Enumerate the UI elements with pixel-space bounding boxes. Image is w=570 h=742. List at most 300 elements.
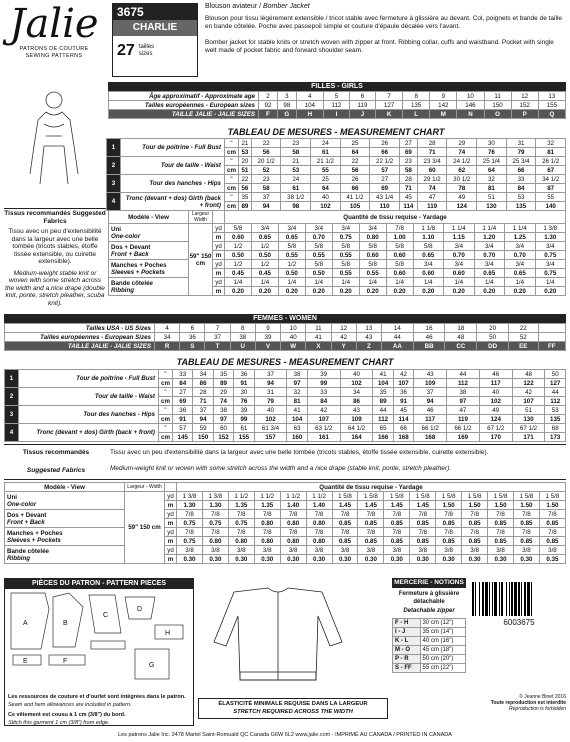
value-yd: 1 3/8 [202, 492, 228, 501]
jalie-row [5, 342, 566, 351]
value-m: 0.85 [358, 519, 384, 528]
value-cm: 64 [477, 166, 507, 175]
value-cm: 171 [512, 433, 545, 442]
value-in: 66 1/2 [414, 424, 447, 433]
value-cm: 52 [251, 166, 281, 175]
value-yd: 1/4 [386, 278, 413, 287]
size-cell: 13 [538, 92, 565, 101]
value-cm: 67 [536, 166, 566, 175]
girls-yardage-table [108, 210, 566, 296]
row-number: 2 [5, 388, 19, 406]
stretch-requirement [198, 698, 388, 719]
value-m: 1.15 [444, 233, 474, 242]
value-yd: 3/4 [413, 260, 443, 269]
unit-m: m [165, 555, 177, 564]
value-m: 1.30 [202, 501, 228, 510]
value-cm: 58 [399, 166, 417, 175]
value-in: 43 [340, 406, 373, 415]
unit-in: " [225, 193, 239, 202]
value-cm: 69 [370, 184, 400, 193]
value-cm: 135 [545, 415, 566, 424]
value-cm: 104 [373, 379, 393, 388]
row-label: Tailles européennes - European sizes [109, 101, 259, 110]
size-cell: J [349, 110, 375, 119]
value-yd: 7/8 [436, 528, 462, 537]
value-yd: 3/4 [444, 242, 474, 251]
value-in: 39 [307, 370, 340, 379]
value-in: 49 [447, 193, 477, 202]
value-m: 0.20 [225, 287, 252, 296]
value-yd: 7/8 [280, 510, 306, 519]
size-cell: 14 [381, 324, 413, 333]
value-cm: 164 [340, 433, 373, 442]
row-number: 4 [5, 424, 19, 442]
size-cell: 127 [376, 101, 403, 110]
value-yd: 7/8 [202, 510, 228, 519]
piece-label-c: C [103, 612, 109, 619]
barcode-bar [532, 582, 534, 616]
measurement-row-in [5, 388, 566, 397]
size-cell: Y [331, 342, 356, 351]
size-cell: 42 [331, 333, 356, 342]
size-cell: 7 [205, 324, 230, 333]
size-cell: CC [445, 342, 477, 351]
value-m: 0.75 [535, 269, 566, 278]
value-m: 0.20 [332, 287, 359, 296]
value-cm: 78 [447, 184, 477, 193]
view-name-fr: Manches + Poches [111, 261, 167, 269]
unit-in: " [159, 388, 173, 397]
size-cell: 9 [255, 324, 280, 333]
value-yd: 1 1/2 [228, 492, 254, 501]
notion-row [393, 627, 466, 636]
size-cell: 104 [296, 101, 323, 110]
size-cell: I [323, 110, 349, 119]
width-header: Largeur - Width [125, 483, 165, 492]
value-yd: 7/8 [436, 510, 462, 519]
note2-fr: Ce vêtement est cousu à 1 cm (3/8") du bord. [8, 712, 126, 718]
value-m: 1.10 [413, 233, 443, 242]
girls-fabric-notes [4, 208, 106, 307]
value-cm: 105 [340, 202, 370, 211]
value-cm: 53 [239, 148, 252, 157]
value-in: 46 [479, 370, 512, 379]
girls-fabrics-fr: Tissu avec un peu d'extensibilité dans la largeur avec une belle tombée (tricots stables, étoffe tissée extensible, ou cuirette extensible). [8, 228, 102, 265]
value-in: 59 [193, 424, 213, 433]
value-m: 0.20 [386, 287, 413, 296]
value-in: 24 [311, 139, 341, 148]
copyright-line2: Toute reproduction est interdite [490, 700, 566, 706]
value-in: 22 1/2 [370, 157, 400, 166]
value-yd: 1/2 [251, 260, 278, 269]
value-cm: 173 [545, 433, 566, 442]
value-cm: 99 [234, 415, 254, 424]
value-in: 42 [307, 406, 340, 415]
value-m: 0.85 [436, 519, 462, 528]
value-cm: 130 [477, 202, 507, 211]
value-cm: 114 [399, 202, 417, 211]
size-cell: 2 [259, 92, 278, 101]
value-yd: 7/8 [488, 528, 514, 537]
value-in: 63 [287, 424, 307, 433]
value-yd: 1 3/8 [177, 492, 203, 501]
value-m: 0.30 [254, 555, 280, 564]
value-m: 0.30 [358, 555, 384, 564]
measurement-label: Tour de poitrine - Full Bust [121, 139, 225, 157]
value-yd: 7/8 [202, 528, 228, 537]
value-cm: 74 [447, 148, 477, 157]
value-in: 55 [536, 193, 566, 202]
value-cm: 74 [417, 184, 447, 193]
value-cm: 71 [417, 148, 447, 157]
value-in: 31 [254, 388, 287, 397]
pattern-number: 3675 [113, 4, 197, 20]
value-m: 0.60 [444, 269, 474, 278]
yardage-row-yd [5, 546, 566, 555]
value-cm: 76 [477, 148, 507, 157]
measurement-table [4, 369, 566, 442]
value-cm: 64 [311, 184, 341, 193]
view-name-en: Front + Back [111, 250, 149, 258]
view-name [109, 224, 189, 242]
value-yd: 5/8 [332, 260, 359, 269]
size-cell: 135 [403, 101, 430, 110]
value-yd: 1 1/2 [254, 492, 280, 501]
value-yd: 7/8 [513, 528, 539, 537]
value-cm: 86 [340, 397, 373, 406]
value-cm: 122 [512, 379, 545, 388]
value-in: 26 [370, 139, 400, 148]
size-cell: 150 [484, 101, 511, 110]
women-size-section [4, 314, 566, 351]
value-m: 0.55 [359, 269, 386, 278]
value-cm: 84 [173, 379, 193, 388]
size-cell: 34 [155, 333, 180, 342]
size-cell: U [230, 342, 255, 351]
value-cm: 58 [281, 148, 311, 157]
measurement-row-in [107, 139, 566, 148]
women-yardage-table [4, 482, 566, 564]
unit-cm: cm [159, 415, 173, 424]
value-in: 43 1/4 [370, 193, 400, 202]
value-in: 44 [373, 406, 393, 415]
value-in: 35 [239, 193, 252, 202]
footer-address: Les patrons Jalie Inc. 2478 Martel Saint-Romuald QC Canada G6W 6L2 www.jalie.com · IMPRIMÉ AU CANADA / PRINTED IN CANADA [118, 732, 452, 738]
value-cm: 60 [417, 166, 447, 175]
value-in: 42 [512, 388, 545, 397]
value-yd: 7/8 [358, 528, 384, 537]
value-m: 0.30 [436, 555, 462, 564]
eu-row [109, 101, 566, 110]
size-cell: 92 [259, 101, 278, 110]
girls-size-header [108, 91, 566, 119]
value-cm: 107 [393, 379, 413, 388]
value-yd: 1 1/4 [444, 224, 474, 233]
size-cell: 44 [381, 333, 413, 342]
value-in: 66 [393, 424, 413, 433]
value-yd: 3/8 [228, 546, 254, 555]
value-in: 50 [545, 370, 566, 379]
stretch-en: STRETCH REQUIRED ACROSS THE WIDTH [233, 708, 353, 715]
value-m: 0.50 [251, 251, 278, 260]
value-in: 34 [193, 370, 213, 379]
notion-row [393, 645, 466, 654]
value-in: 66 1/2 [447, 424, 480, 433]
value-yd: 3/8 [436, 546, 462, 555]
value-in: 22 [340, 157, 370, 166]
value-cm: 94 [254, 379, 287, 388]
value-cm: 97 [287, 379, 307, 388]
value-in: 45 [393, 406, 413, 415]
size-cell: BB [413, 342, 445, 351]
yardage-table [108, 210, 566, 296]
value-yd: 5/8 [305, 242, 332, 251]
unit-cm: cm [225, 184, 239, 193]
value-in: 30 [234, 388, 254, 397]
value-m: 1.50 [436, 501, 462, 510]
girls-measurement-table [106, 138, 566, 211]
value-cm: 62 [447, 166, 477, 175]
view-name-en: Ribbing [7, 554, 31, 562]
size-cell: DD [477, 342, 509, 351]
value-cm: 94 [414, 397, 447, 406]
value-m: 0.75 [535, 251, 566, 260]
value-cm: 107 [512, 397, 545, 406]
value-m: 1.40 [280, 501, 306, 510]
view-name-fr: Dos + Devant [111, 243, 151, 251]
value-yd: 1/4 [332, 278, 359, 287]
value-in: 38 [287, 370, 307, 379]
value-m: 0.85 [436, 537, 462, 546]
size-cell: 6 [180, 324, 205, 333]
value-yd: 3/8 [462, 546, 488, 555]
notion-row [393, 636, 466, 645]
value-in: 33 [173, 370, 193, 379]
value-in: 37 [254, 370, 287, 379]
girls-fabrics-en: Medium-weight stable knit or woven with some stretch across the width and a nice drape (double knit, ponte, stretch pleather, scuba knit). [5, 269, 105, 307]
row-label: TAILLE JALIE - JALIE SIZES [5, 342, 155, 351]
value-m: 0.85 [462, 537, 488, 546]
value-yd: 1 5/8 [488, 492, 514, 501]
size-cell: F [259, 110, 278, 119]
unit-yd: yd [165, 492, 177, 501]
value-cm: 89 [213, 379, 233, 388]
row-number: 3 [107, 175, 121, 193]
width-header: Largeur Width [189, 211, 213, 224]
value-m: 0.80 [280, 519, 306, 528]
value-cm: 112 [373, 415, 393, 424]
size-cell: Q [538, 110, 565, 119]
view-name-fr: Bande côtelée [111, 279, 153, 287]
value-in: 22 [251, 139, 281, 148]
value-yd: 1 5/8 [513, 492, 539, 501]
piece-label-e: E [23, 658, 28, 665]
value-yd: 1 1/2 [280, 492, 306, 501]
unit-yd: yd [165, 546, 177, 555]
size-cell: M [430, 110, 457, 119]
zipper-length-table [392, 618, 466, 673]
value-yd: 7/8 [488, 510, 514, 519]
view-name-en: One-color [111, 232, 141, 240]
notion-sizes: P - R [393, 654, 421, 663]
value-m: 1.45 [358, 501, 384, 510]
value-m: 0.20 [359, 287, 386, 296]
size-cell: 18 [445, 324, 477, 333]
value-in: 40 [254, 406, 287, 415]
value-in: 46 [414, 406, 447, 415]
view-name-fr: Bande côtelée [7, 547, 49, 555]
notion-row [393, 618, 466, 627]
value-m: 0.80 [202, 537, 228, 546]
value-yd: 3/8 [539, 546, 565, 555]
value-yd: 7/8 [386, 224, 413, 233]
pattern-pieces-diagram [5, 589, 193, 689]
value-m: 0.70 [505, 251, 535, 260]
value-yd: 1/4 [444, 278, 474, 287]
value-yd: 3/4 [474, 242, 504, 251]
unit-m: m [213, 233, 225, 242]
measurement-row-in [107, 157, 566, 166]
value-in: 29 [213, 388, 233, 397]
value-m: 0.60 [225, 233, 252, 242]
value-in: 49 [479, 406, 512, 415]
value-in: 36 [173, 406, 193, 415]
size-cell: 50 [477, 333, 509, 342]
value-cm: 81 [287, 397, 307, 406]
value-yd: 1/4 [535, 278, 566, 287]
value-m: 1.45 [410, 501, 436, 510]
value-cm: 69 [173, 397, 193, 406]
row-label: Tailles USA - US Sizes [5, 324, 155, 333]
row-number: 3 [5, 406, 19, 424]
notion-length: 30 cm (12") [420, 618, 465, 627]
value-cm: 57 [370, 166, 400, 175]
piece-label-d: D [137, 606, 143, 613]
value-cm: 56 [340, 166, 370, 175]
value-m: 0.85 [358, 537, 384, 546]
women-chart-title [4, 357, 566, 367]
row-label: Tailles européennes - European Sizes [5, 333, 155, 342]
value-m: 0.50 [305, 269, 332, 278]
value-m: 0.85 [332, 537, 358, 546]
value-in: 34 [340, 388, 373, 397]
value-m: 0.75 [177, 537, 203, 546]
unit-yd: yd [165, 510, 177, 519]
value-cm: 86 [193, 379, 213, 388]
value-yd: 7/8 [384, 528, 410, 537]
value-in: 28 [399, 175, 417, 184]
value-yd: 1/2 [251, 242, 278, 251]
value-yd: 3/4 [535, 260, 566, 269]
value-m: 1.20 [474, 233, 504, 242]
model-header: Modèle - View [109, 211, 189, 224]
value-yd: 5/8 [332, 242, 359, 251]
value-cm: 94 [193, 415, 213, 424]
value-in: 68 [545, 424, 566, 433]
size-cell: 6 [349, 92, 375, 101]
value-in: 28 [417, 139, 447, 148]
notion-length: 50 cm (20") [420, 654, 465, 663]
value-m: 1.40 [306, 501, 332, 510]
value-yd: 7/8 [332, 510, 358, 519]
fabric-width: 59" 150 cm [125, 492, 165, 564]
size-cell: R [155, 342, 180, 351]
size-count [113, 36, 197, 66]
women-measurement-table [4, 369, 566, 442]
size-cell: 4 [296, 92, 323, 101]
girls-fabrics-title: Tissus recommandés Suggested Fabrics [4, 210, 106, 225]
view-name-en: Sleeves + Pockets [111, 268, 165, 276]
value-m: 1.30 [535, 233, 566, 242]
value-in: 38 [213, 406, 233, 415]
value-m: 0.30 [202, 555, 228, 564]
value-yd: 7/8 [539, 528, 565, 537]
girls-band: FILLES - GIRLS [108, 82, 566, 91]
value-m: 0.75 [332, 233, 359, 242]
unit-m: m [213, 269, 225, 278]
value-m: 0.85 [384, 537, 410, 546]
value-yd: 5/8 [225, 224, 252, 233]
value-in: 32 [477, 175, 507, 184]
value-m: 0.70 [444, 251, 474, 260]
value-m: 1.00 [386, 233, 413, 242]
value-in: 40 [479, 388, 512, 397]
value-cm: 161 [307, 433, 340, 442]
value-yd: 5/8 [386, 242, 413, 251]
unit-cm: cm [225, 202, 239, 211]
measurement-row-in [107, 175, 566, 184]
value-m: 0.85 [384, 519, 410, 528]
value-yd: 3/4 [359, 224, 386, 233]
value-cm: 160 [287, 433, 307, 442]
desc-en: Bomber jacket for stable knits or stretch woven with zipper at front. Ribbing collar, cuffs and waistband. Pocket with single welt made of pocket fabric and forward shoulder seam. [205, 39, 554, 54]
value-in: 37 [251, 193, 281, 202]
value-yd: 1/4 [474, 278, 504, 287]
size-cell: FF [538, 342, 565, 351]
value-cm: 124 [479, 415, 512, 424]
value-yd: 7/8 [177, 510, 203, 519]
value-m: 1.30 [177, 501, 203, 510]
unit-yd: yd [213, 242, 225, 251]
value-in: 40 [311, 193, 341, 202]
value-yd: 3/4 [505, 260, 535, 269]
value-m: 0.65 [251, 233, 278, 242]
value-in: 26 1/2 [536, 157, 566, 166]
notion-sizes: I - J [393, 627, 421, 636]
size-cell: 4 [155, 324, 180, 333]
value-cm: 53 [281, 166, 311, 175]
value-yd: 3/4 [332, 224, 359, 233]
value-m: 0.20 [251, 287, 278, 296]
value-cm: 79 [506, 148, 536, 157]
value-yd: 1/2 [225, 260, 252, 269]
age-row [109, 92, 566, 101]
quantity-header: Quantité de tissu requise - Yardage [177, 483, 566, 492]
size-cell: 9 [430, 92, 457, 101]
value-cm: 99 [307, 379, 340, 388]
value-in: 23 [399, 157, 417, 166]
value-in: 41 [287, 406, 307, 415]
notion-sizes: M - O [393, 645, 421, 654]
value-yd: 3/8 [254, 546, 280, 555]
notion-sizes: K - L [393, 636, 421, 645]
value-cm: 119 [447, 415, 480, 424]
value-m: 0.70 [305, 233, 332, 242]
size-cell: 11 [484, 92, 511, 101]
value-m: 0.30 [177, 555, 203, 564]
value-yd: 3/4 [305, 224, 332, 233]
value-in: 33 [307, 388, 340, 397]
